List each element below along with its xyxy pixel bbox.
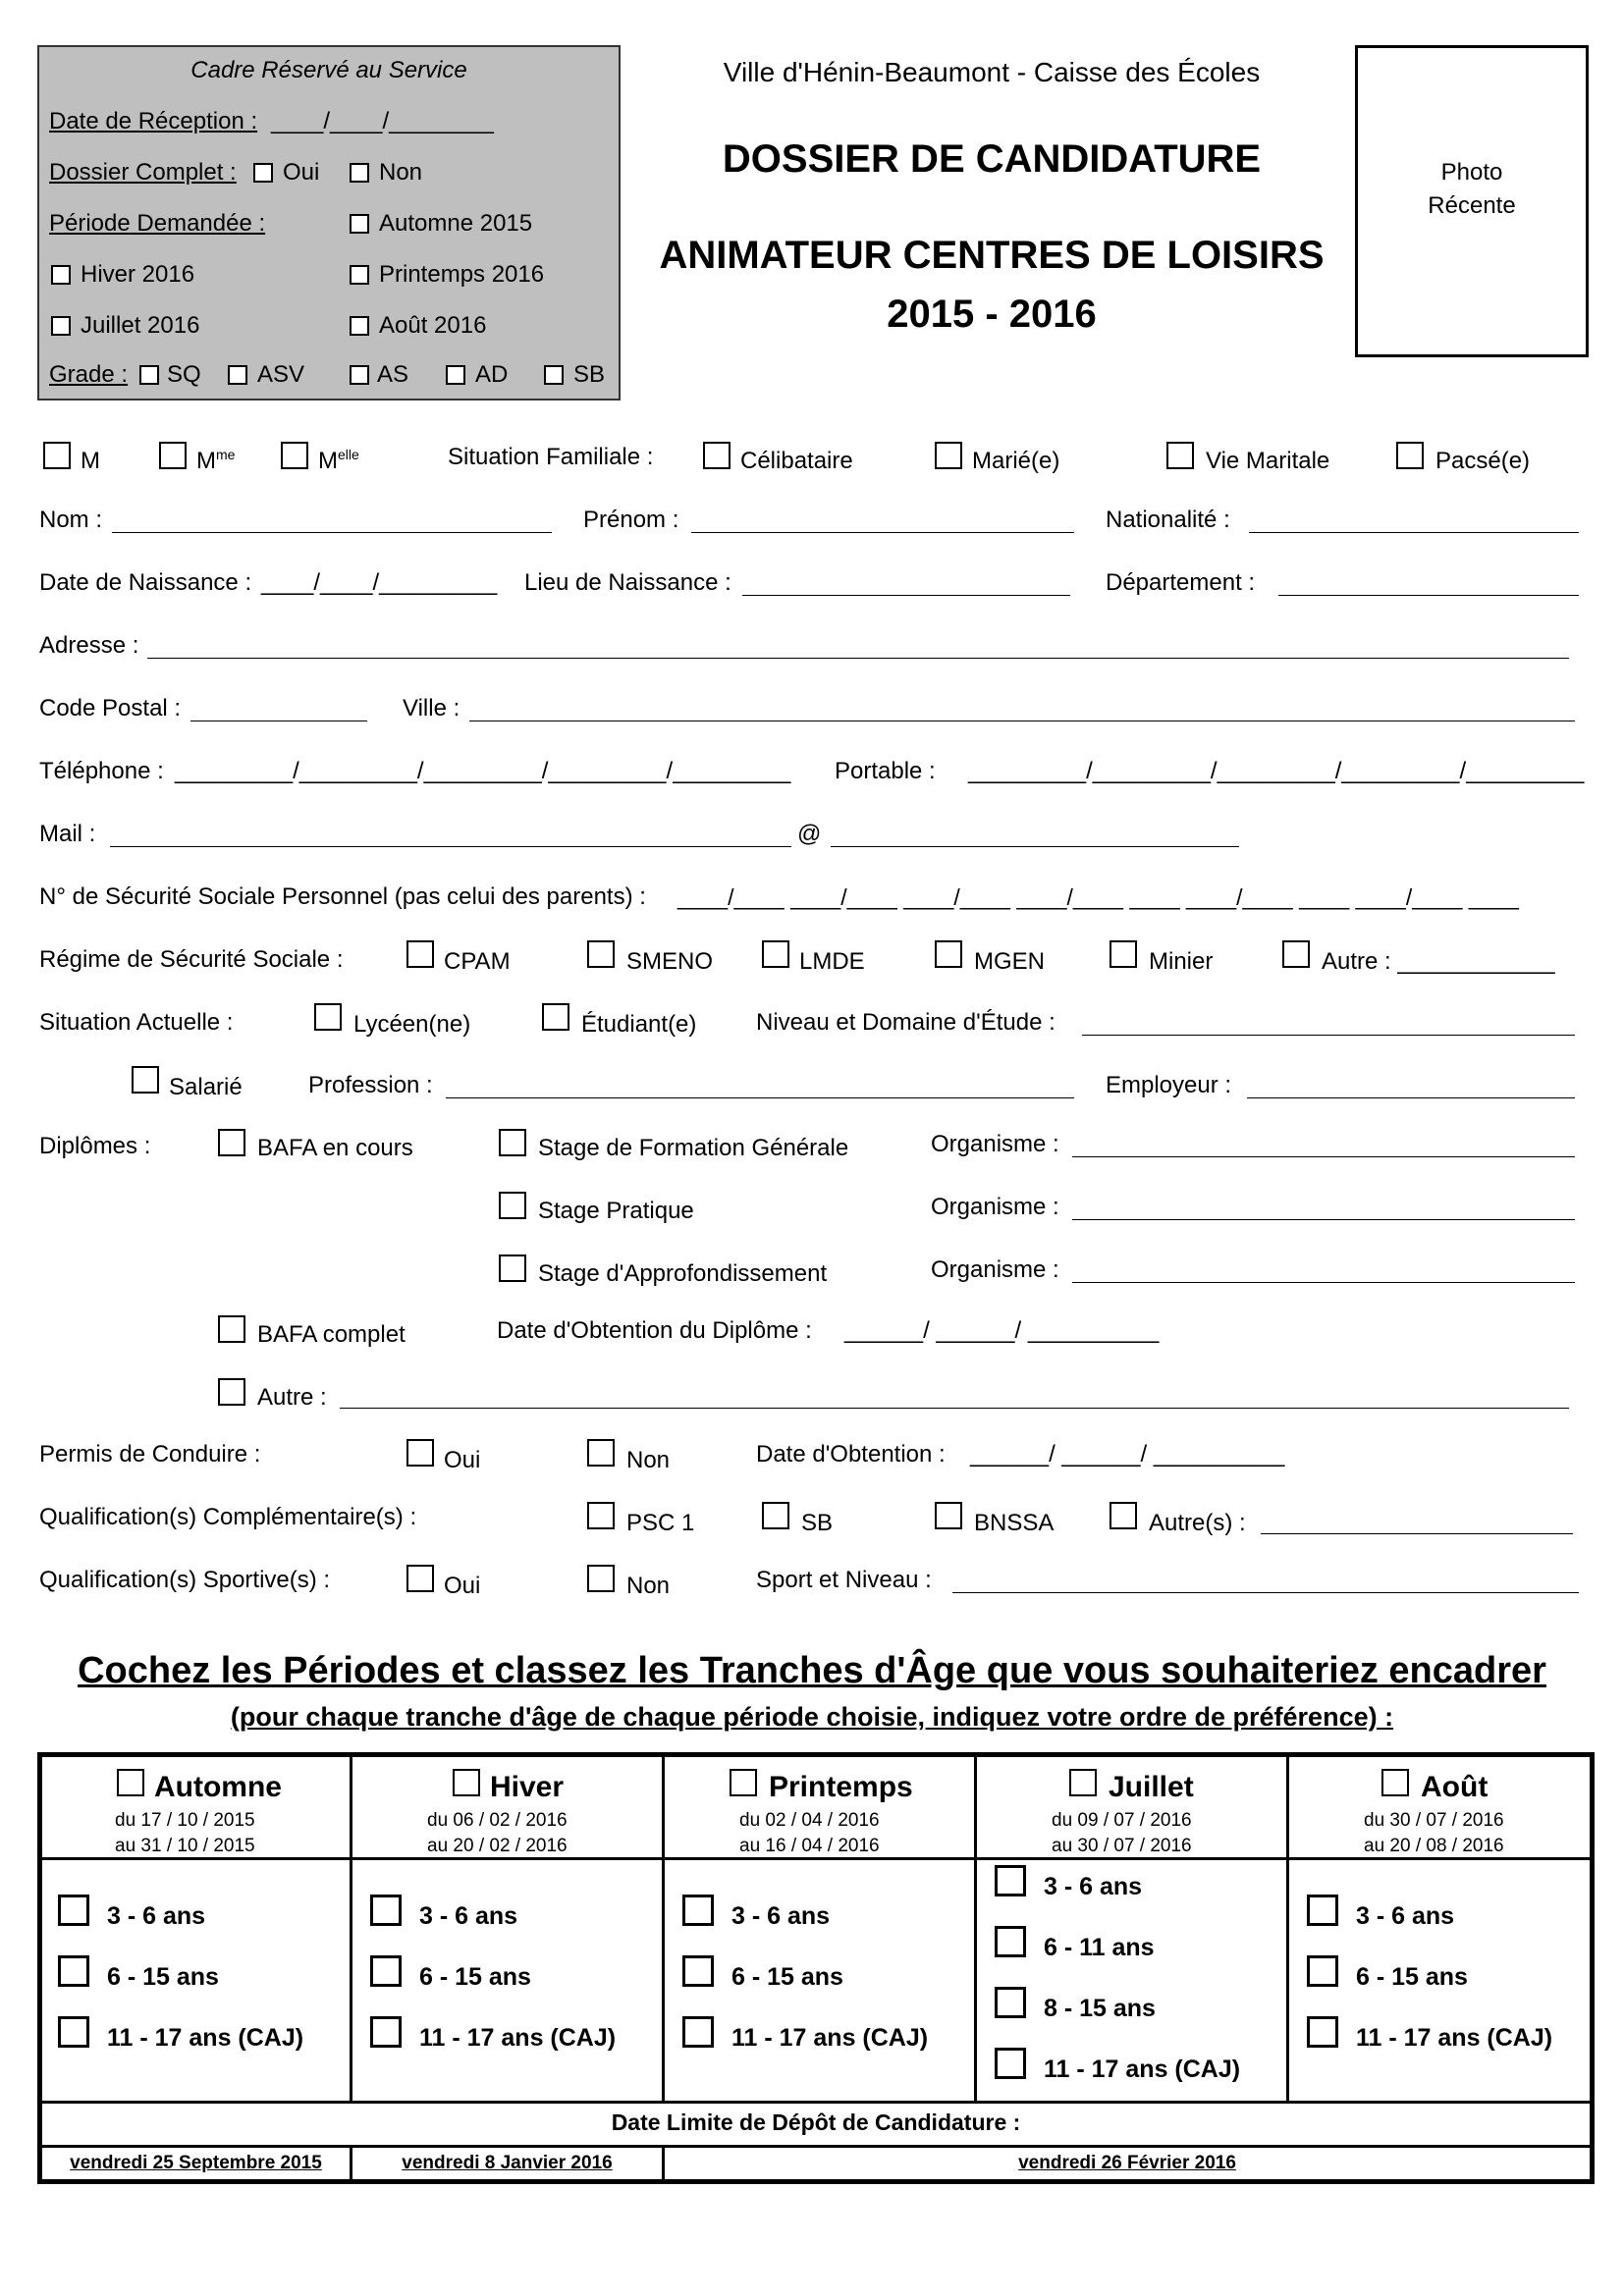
- civ-mme-label: $M^{me}$: [196, 447, 236, 474]
- marie-checkbox[interactable]: [935, 442, 962, 469]
- periods-title: Cochez les Périodes et classez les Tranches d'Âge que vous souhaiteriez encadrer: [78, 1650, 1546, 1691]
- date-reception-field[interactable]: ____/____/________: [271, 108, 494, 134]
- civ-m-label: M: [81, 448, 100, 474]
- adresse-label: Adresse :: [39, 632, 139, 659]
- ville-header: Ville d'Hénin-Beaumont - Caisse des Écoles: [723, 57, 1261, 87]
- stage-fg-checkbox[interactable]: [499, 1129, 526, 1156]
- aout-age-2-label: 6 - 15 ans: [1356, 1963, 1468, 1991]
- doc-title: DOSSIER DE CANDIDATURE: [722, 137, 1262, 181]
- grade-sq-checkbox[interactable]: [139, 365, 159, 385]
- smeno-label: SMENO: [626, 948, 714, 975]
- lmde-checkbox[interactable]: [762, 940, 789, 968]
- dossier-non-checkbox[interactable]: [350, 163, 369, 183]
- hiver-age-1-checkbox[interactable]: [370, 1895, 402, 1926]
- photo-label-2: Récente: [1428, 192, 1516, 219]
- minier-checkbox[interactable]: [1110, 940, 1137, 968]
- dossier-oui-label: Oui: [283, 159, 320, 186]
- printemps-age-3-label: 11 - 17 ans (CAJ): [731, 2024, 929, 2052]
- col-divider: [350, 1757, 352, 2104]
- mail-at: @: [797, 821, 822, 847]
- date-naissance-label: Date de Naissance :: [39, 569, 252, 596]
- autres-qualif-checkbox[interactable]: [1110, 1502, 1137, 1529]
- civ-mlle-checkbox[interactable]: [281, 442, 308, 469]
- svc-printemps-label: Printemps 2016: [379, 261, 545, 288]
- grade-asv-checkbox[interactable]: [228, 365, 247, 385]
- psc1-label: PSC 1: [626, 1510, 695, 1536]
- vie-maritale-label: Vie Maritale: [1206, 448, 1330, 474]
- bafa-en-cours-checkbox[interactable]: [218, 1129, 245, 1156]
- telephone-label: Téléphone :: [39, 758, 164, 784]
- automne-age-1-label: 3 - 6 ans: [107, 1902, 206, 1930]
- stage-appro-label: Stage d'Approfondissement: [538, 1260, 828, 1287]
- lieu-naissance-label: Lieu de Naissance :: [524, 569, 731, 596]
- header-divider: [42, 1857, 1590, 1860]
- celibataire-checkbox[interactable]: [703, 442, 731, 469]
- period-printemps-checkbox[interactable]: [730, 1769, 757, 1796]
- period-aout-au: au 20 / 08 / 2016: [1364, 1836, 1504, 1856]
- automne-age-2-label: 6 - 15 ans: [107, 1963, 219, 1991]
- departement-label: Département :: [1106, 569, 1256, 596]
- nom-field[interactable]: [112, 532, 552, 533]
- juillet-age-1-label: 3 - 6 ans: [1044, 1873, 1143, 1900]
- etudiant-checkbox[interactable]: [542, 1003, 569, 1031]
- hiver-age-2-checkbox[interactable]: [370, 1955, 402, 1987]
- juillet-age-2-label: 6 - 11 ans: [1044, 1934, 1155, 1961]
- col-divider: [1286, 1757, 1289, 2104]
- niveau-label: Niveau et Domaine d'Étude :: [756, 1009, 1056, 1036]
- organisme-label-3: Organisme :: [931, 1256, 1059, 1283]
- prenom-label: Prénom :: [583, 507, 679, 533]
- sport-oui-label: Oui: [444, 1573, 481, 1599]
- aout-age-2-checkbox[interactable]: [1307, 1955, 1338, 1987]
- sb-checkbox[interactable]: [762, 1502, 789, 1529]
- juillet-age-3-checkbox[interactable]: [995, 1987, 1026, 2018]
- psc1-checkbox[interactable]: [587, 1502, 615, 1529]
- bafa-complet-label: BAFA complet: [257, 1321, 406, 1348]
- svc-hiver-checkbox[interactable]: [51, 265, 71, 285]
- grade-as-checkbox[interactable]: [350, 365, 369, 385]
- prenom-field[interactable]: [691, 532, 1074, 533]
- employeur-label: Employeur :: [1106, 1072, 1232, 1098]
- grade-sb-checkbox[interactable]: [544, 365, 564, 385]
- dossier-non-label: Non: [379, 159, 423, 186]
- sport-oui-checkbox[interactable]: [406, 1565, 434, 1592]
- vie-maritale-checkbox[interactable]: [1166, 442, 1194, 469]
- periode-label: Période Demandée :: [49, 210, 266, 237]
- period-hiver-au: au 20 / 02 / 2016: [427, 1836, 568, 1856]
- period-automne-name: Automne: [154, 1771, 282, 1803]
- mgen-label: MGEN: [974, 948, 1045, 975]
- pacse-label: Pacsé(e): [1435, 448, 1531, 474]
- aout-age-3-label: 11 - 17 ans (CAJ): [1356, 2024, 1553, 2052]
- juillet-age-2-checkbox[interactable]: [995, 1926, 1026, 1957]
- service-title: Cadre Réservé au Service: [190, 57, 467, 83]
- organisme-field-2[interactable]: [1072, 1219, 1575, 1220]
- lmde-label: LMDE: [799, 948, 865, 975]
- svc-printemps-checkbox[interactable]: [350, 265, 369, 285]
- lieu-naissance-field[interactable]: [742, 595, 1070, 596]
- secu-field[interactable]: ____/____ ____/____ ____/____ ____/____ ____ ____/____ ____ ____/____ ____: [677, 884, 1519, 910]
- svc-aout-checkbox[interactable]: [350, 316, 369, 336]
- grade-ad-label: AD: [475, 361, 509, 388]
- dossier-oui-checkbox[interactable]: [253, 163, 273, 183]
- lyceen-checkbox[interactable]: [314, 1003, 342, 1031]
- permis-label: Permis de Conduire :: [39, 1441, 261, 1468]
- sport-niveau-label: Sport et Niveau :: [756, 1567, 932, 1593]
- period-juillet-au: au 30 / 07 / 2016: [1052, 1836, 1192, 1856]
- organisme-label-2: Organisme :: [931, 1194, 1059, 1220]
- aout-age-1-label: 3 - 6 ans: [1356, 1902, 1455, 1930]
- permis-non-label: Non: [626, 1447, 671, 1473]
- svc-automne-checkbox[interactable]: [350, 214, 369, 234]
- deadline-divider: [42, 2101, 1590, 2104]
- civ-m-checkbox[interactable]: [43, 442, 71, 469]
- periods-subtitle: (pour chaque tranche d'âge de chaque période choisie, indiquez votre ordre de préférence) :: [230, 1702, 1394, 1732]
- niveau-field[interactable]: [1082, 1035, 1575, 1036]
- autre-diplome-checkbox[interactable]: [218, 1378, 245, 1406]
- cpam-label: CPAM: [444, 948, 511, 975]
- deadline-automne: vendredi 25 Septembre 2015: [70, 2153, 322, 2173]
- autre-diplome-label: Autre :: [257, 1384, 327, 1411]
- nom-label: Nom :: [39, 507, 103, 533]
- date-naissance-field[interactable]: ____/____/_________: [261, 569, 498, 596]
- automne-age-3-label: 11 - 17 ans (CAJ): [107, 2024, 304, 2052]
- juillet-age-4-checkbox[interactable]: [995, 2048, 1026, 2079]
- stage-pratique-checkbox[interactable]: [499, 1192, 526, 1219]
- svc-aout-label: Août 2016: [379, 312, 487, 339]
- profession-field[interactable]: [446, 1097, 1074, 1098]
- automne-age-3-checkbox[interactable]: [58, 2016, 89, 2048]
- date-obtention-field[interactable]: ______/ ______/ __________: [970, 1441, 1285, 1468]
- dossier-complet-label: Dossier Complet :: [49, 159, 237, 186]
- sport-non-label: Non: [626, 1573, 671, 1599]
- svc-juillet-label: Juillet 2016: [81, 312, 200, 339]
- portable-field[interactable]: _________/_________/_________/_________/_________: [968, 758, 1585, 784]
- deadline-hiver: vendredi 8 Janvier 2016: [402, 2153, 613, 2173]
- period-hiver-checkbox[interactable]: [453, 1769, 480, 1796]
- grade-ad-checkbox[interactable]: [446, 365, 465, 385]
- smeno-checkbox[interactable]: [587, 940, 615, 968]
- mail-domain-field[interactable]: [831, 846, 1239, 847]
- bnssa-label: BNSSA: [974, 1510, 1055, 1536]
- ville-label: Ville :: [403, 695, 460, 721]
- aout-age-1-checkbox[interactable]: [1307, 1895, 1338, 1926]
- qualif-comp-label: Qualification(s) Complémentaire(s) :: [39, 1504, 417, 1530]
- period-automne-du: du 17 / 10 / 2015: [115, 1810, 255, 1831]
- mail-user-field[interactable]: [110, 846, 791, 847]
- period-juillet-checkbox[interactable]: [1069, 1769, 1097, 1796]
- aout-age-3-checkbox[interactable]: [1307, 2016, 1338, 2048]
- grade-asv-label: ASV: [257, 361, 305, 388]
- cpam-checkbox[interactable]: [406, 940, 434, 968]
- autres-qualif-field[interactable]: [1261, 1533, 1573, 1534]
- deadline-title: Date Limite de Dépôt de Candidature :: [611, 2109, 1021, 2135]
- hiver-age-2-label: 6 - 15 ans: [419, 1963, 531, 1991]
- mail-label: Mail :: [39, 821, 96, 847]
- adresse-field[interactable]: [147, 658, 1569, 659]
- minier-label: Minier: [1149, 948, 1214, 975]
- diplomes-label: Diplômes :: [39, 1133, 151, 1159]
- bafa-en-cours-label: BAFA en cours: [257, 1135, 413, 1161]
- doc-year: 2015 - 2016: [887, 293, 1097, 336]
- permis-non-checkbox[interactable]: [587, 1439, 615, 1467]
- svc-automne-label: Automne 2015: [379, 210, 533, 237]
- situation-actuelle-label: Situation Actuelle :: [39, 1009, 234, 1036]
- celibataire-label: Célibataire: [740, 448, 853, 474]
- departement-field[interactable]: [1278, 595, 1579, 596]
- nationalite-label: Nationalité :: [1106, 507, 1230, 533]
- deadline-printemps-ete: vendredi 26 Février 2016: [1018, 2153, 1236, 2173]
- juillet-age-4-label: 11 - 17 ans (CAJ): [1044, 2056, 1241, 2083]
- periods-table: [37, 1752, 1595, 2184]
- marie-label: Marié(e): [972, 448, 1060, 474]
- svc-juillet-checkbox[interactable]: [51, 316, 71, 336]
- mgen-checkbox[interactable]: [935, 940, 962, 968]
- period-aout-name: Août: [1421, 1771, 1489, 1803]
- period-automne-checkbox[interactable]: [117, 1769, 144, 1796]
- qualif-sport-label: Qualification(s) Sportive(s) :: [39, 1567, 331, 1593]
- printemps-age-2-label: 6 - 15 ans: [731, 1963, 843, 1991]
- grade-label: Grade :: [49, 361, 129, 388]
- situation-familiale-label: Situation Familiale :: [448, 444, 654, 470]
- profession-label: Profession :: [308, 1072, 433, 1098]
- salarie-checkbox[interactable]: [132, 1066, 159, 1094]
- autres-qualif-label: Autre(s) :: [1149, 1510, 1246, 1536]
- period-printemps-au: au 16 / 04 / 2016: [739, 1836, 880, 1856]
- organisme-field-1[interactable]: [1072, 1156, 1575, 1157]
- nationalite-field[interactable]: [1249, 532, 1579, 533]
- photo-label-1: Photo: [1440, 159, 1503, 186]
- regime-label: Régime de Sécurité Sociale :: [39, 946, 344, 973]
- date-reception-label: Date de Réception :: [49, 108, 258, 134]
- date-obtention-diplome-field[interactable]: ______/ ______/ __________: [844, 1317, 1160, 1344]
- doc-subtitle: ANIMATEUR CENTRES DE LOISIRS: [659, 234, 1325, 277]
- stage-fg-label: Stage de Formation Générale: [538, 1135, 849, 1161]
- portable-label: Portable :: [835, 758, 936, 784]
- printemps-age-1-checkbox[interactable]: [682, 1895, 714, 1926]
- period-printemps-du: du 02 / 04 / 2016: [739, 1810, 880, 1831]
- period-hiver-du: du 06 / 02 / 2016: [427, 1810, 568, 1831]
- period-juillet-name: Juillet: [1109, 1771, 1194, 1803]
- col-divider: [974, 1757, 977, 2104]
- hiver-age-1-label: 3 - 6 ans: [419, 1902, 518, 1930]
- secu-label: N° de Sécurité Sociale Personnel (pas celui des parents) :: [39, 883, 646, 910]
- printemps-age-2-checkbox[interactable]: [682, 1955, 714, 1987]
- period-printemps-name: Printemps: [769, 1771, 913, 1803]
- autre-regime-label[interactable]: Autre : ____________: [1322, 948, 1555, 975]
- autre-regime-checkbox[interactable]: [1282, 940, 1310, 968]
- period-aout-du: du 30 / 07 / 2016: [1364, 1810, 1504, 1831]
- stage-appro-checkbox[interactable]: [499, 1255, 526, 1282]
- period-automne-au: au 31 / 10 / 2015: [115, 1836, 255, 1856]
- period-juillet-du: du 09 / 07 / 2016: [1052, 1810, 1192, 1831]
- period-hiver-name: Hiver: [490, 1771, 565, 1803]
- grade-sq-label: SQ: [167, 361, 201, 388]
- date-obtention-diplome-label: Date d'Obtention du Diplôme :: [497, 1317, 812, 1344]
- civ-mlle-label: $M^{elle}$: [318, 447, 359, 474]
- etudiant-label: Étudiant(e): [581, 1011, 697, 1038]
- hiver-age-3-label: 11 - 17 ans (CAJ): [419, 2024, 617, 2052]
- pacse-checkbox[interactable]: [1396, 442, 1424, 469]
- lyceen-label: Lycéen(ne): [353, 1011, 471, 1038]
- photo-box[interactable]: [1355, 45, 1589, 357]
- svc-hiver-label: Hiver 2016: [81, 261, 195, 288]
- service-box: [37, 45, 621, 400]
- sport-niveau-field[interactable]: [952, 1592, 1579, 1593]
- salarie-label: Salarié: [169, 1074, 243, 1100]
- bafa-complet-checkbox[interactable]: [218, 1315, 245, 1343]
- sport-non-checkbox[interactable]: [587, 1565, 615, 1592]
- deadline-divider-2: [42, 2145, 1590, 2148]
- autre-diplome-field[interactable]: [340, 1408, 1569, 1409]
- hiver-age-3-checkbox[interactable]: [370, 2016, 402, 2048]
- grade-sb-label: SB: [573, 361, 606, 388]
- automne-age-1-checkbox[interactable]: [58, 1895, 89, 1926]
- permis-oui-label: Oui: [444, 1447, 481, 1473]
- organisme-field-3[interactable]: [1072, 1282, 1575, 1283]
- civ-mme-checkbox[interactable]: [159, 442, 187, 469]
- organisme-label-1: Organisme :: [931, 1131, 1059, 1157]
- sb-label: SB: [801, 1510, 834, 1536]
- code-postal-label: Code Postal :: [39, 695, 182, 721]
- stage-pratique-label: Stage Pratique: [538, 1198, 694, 1224]
- period-aout-checkbox[interactable]: [1381, 1769, 1409, 1796]
- grade-as-label: AS: [377, 361, 409, 388]
- juillet-age-3-label: 8 - 15 ans: [1044, 1995, 1156, 2022]
- printemps-age-1-label: 3 - 6 ans: [731, 1902, 831, 1930]
- bnssa-checkbox[interactable]: [935, 1502, 962, 1529]
- col-divider: [662, 1757, 665, 2104]
- date-obtention-label: Date d'Obtention :: [756, 1441, 946, 1468]
- permis-oui-checkbox[interactable]: [406, 1439, 434, 1467]
- telephone-field[interactable]: _________/_________/_________/_________/_________: [175, 758, 791, 784]
- automne-age-2-checkbox[interactable]: [58, 1955, 89, 1987]
- employeur-field[interactable]: [1247, 1097, 1575, 1098]
- juillet-age-1-checkbox[interactable]: [995, 1865, 1026, 1896]
- printemps-age-3-checkbox[interactable]: [682, 2016, 714, 2048]
